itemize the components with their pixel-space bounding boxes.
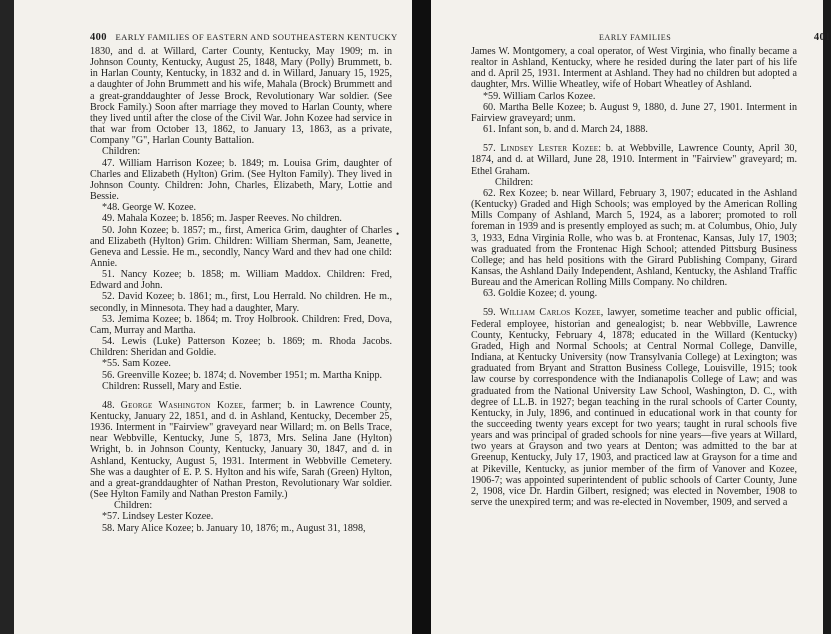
left-running-header [90, 32, 398, 43]
paragraph: *59. William Carlos Kozee. [483, 90, 596, 102]
paragraph: James W. Montgomery, a coal operator, of West Virginia, who finally became a realtor in Ashland, Kentucky, where he resided during the later part of his life and d. April 25, 1931. Interment at Ashland. They had no children but adopted a daughter, Mrs. Willie Wheatley, wife of Hobart Wheatley of Ashland. [471, 46, 797, 91]
right-page [431, 0, 831, 634]
paragraph: Children: [114, 500, 153, 512]
paragraph: 52. David Kozee; b. 1861; m., first, Lou Herrald. No children. He m., secondly, in Minnesota. They had a daughter, Mary. [90, 291, 392, 314]
paragraph: *57. Lindsey Lester Kozee. [102, 511, 214, 523]
paragraph: *55. Sam Kozee. [102, 358, 171, 370]
entry-number: 57. [483, 143, 496, 155]
entry-text: , farmer; b. in Lawrence County, Kentucky, January 22, 1851, and d. in Ashland, Kentucky, December 25, 1936. Interment in "Fairview" graveyard near Willard; m. on Bells Trace, near Webbville, Kentucky, June 5, 1873, Mrs. Selina Jane (Hylton) Wright, b. in Johnson County, Kentucky, January 30, 1847, and d. in Ashland, Kentucky, August 5, 1931. Interment in Webbville Cemetery. She was a daughter of E. P. S. Hylton and his wife, Sarah (Green) Hylton, and a great-granddaughter of Nathan Preston, Revolutionary War soldier. (See Hylton Family and Nathan Preston Family.) [90, 399, 392, 501]
paragraph: 50. John Kozee; b. 1857; m., first, America Grim, daughter of Charles and Elizabeth (Hylton) Grim. Children: William Sherman, Sam, Jeanette, Geneva and Lessie. He m., secondly, Nancy Ward and thev had one child: Annie. [90, 224, 392, 269]
paragraph: 62. Rex Kozee; b. near Willard, February 3, 1907; educated in the Ashland (Kentucky) Graded and High Schools; was employed by the American Rolling Mills Company of Ashland, March 5, 1924, as a laborer; promoted to roll foreman in 1939 and is presently employed as such; m. at Columbus, Ohio, July 3, 1933, Edna Virginia Rolle, who was b. at Frontenac, Kansas, July 17, 1903; was graduated from the Frontenac High School; attended Pittsburg Business College; and has held positions with the Girard Publishing Company, Girard Kansas, the Ashland Daily Independent, Ashland, Kentucky, the Ashland Traffic Bureau and the American Rolling Mills Company. No children. [471, 187, 797, 289]
paragraph: 54. Lewis (Luke) Patterson Kozee; b. 1869; m. Rhoda Jacobs. Children: Sheridan and Goldie. [90, 336, 392, 359]
paragraph: Children: Russell, Mary and Estie. [102, 380, 242, 392]
right-running-header [599, 32, 831, 43]
left-running-head: EARLY FAMILIES OF EASTERN AND SOUTHEASTERN KENTUCKY [115, 32, 398, 42]
entry-59 [471, 307, 797, 508]
paragraph: 58. Mary Alice Kozee; b. January 10, 1876; m., August 31, 1898, [102, 522, 366, 534]
paragraph: 63. Goldie Kozee; d. young. [483, 288, 598, 300]
left-page-number: 400 [90, 32, 107, 43]
right-running-head: EARLY FAMILIES [599, 33, 672, 42]
entry-48 [90, 400, 392, 500]
paragraph: Children: [495, 176, 534, 188]
paragraph: 53. Jemima Kozee; b. 1864; m. Troy Holbrook. Children: Fred, Dova, Cam, Murray and Martha. [90, 313, 392, 336]
paragraph: 51. Nancy Kozee; b. 1858; m. William Maddox. Children: Fred, Edward and John. [90, 269, 392, 292]
book-edge [0, 0, 14, 634]
book-gutter [412, 0, 431, 634]
paragraph: 56. Greenville Kozee; b. 1874; d. November 1951; m. Martha Knipp. [102, 369, 383, 381]
right-body-text [471, 46, 797, 508]
entry-name: Lindsey Lester Kozee [500, 143, 599, 155]
margin-mark: • [396, 229, 400, 239]
entry-57 [471, 143, 797, 176]
right-page-number: 401 [813, 32, 831, 43]
paragraph: Children: [102, 146, 141, 158]
paragraph: *48. George W. Kozee. [102, 202, 196, 214]
entry-name: William Carlos Kozee [499, 307, 601, 319]
entry-number: 59. [483, 307, 496, 319]
left-page [14, 0, 412, 634]
paragraph: 47. William Harrison Kozee; b. 1849; m. Louisa Grim, daughter of Charles and Elizabeth (Hylton) Grim. (See Hylton Family). They lived in Johnson County. Children: John, Charles, Elizabeth, Mary, Lottie and Bessie. [90, 157, 392, 203]
entry-text: , lawyer, sometime teacher and public official, Federal employee, historian and genealogist; b. near Webbville, Lawrence County, Kentucky, February 4, 1878; educated in the Willard (Kentucky) Graded, High and Normal Schools; at Central Normal College, Danville, Indiana, at Kentucky University (now Transylvania College) at Lexington; was graduated from Bryant and Stratton Business College, Louisville, 1915; took law course by correspondence with the Indianapolis College of Law; and was graduated from the National University Law School, Washington, D. C., with degree of LL.B. in 1927; began teaching in the rural schools of Carter County, Kentucky, in July, 1896, and continued in educational work in that county for the succeeding twenty years except for two years; taught in rural schools five years and was principal of graded schools for nine years—five years at Willard, two years at Grayson and two years at Denton; was admitted to the bar at Greenup, Kentucky, July 17, 1903, and practiced law at Grayson for a time and at Pikeville, Kentucky, as junior member of the firm of Vanover and Kozee, 1906-7; was appointed superintendent of public schools of Carter County, June 2, 1908, vice Dr. Hardin Gilbert, resigned; was elected in November, 1908 to serve the unexpired term; and was re-elected in November, 1909, and served a [471, 307, 797, 509]
paragraph: 49. Mahala Kozee; b. 1856; m. Jasper Reeves. No children. [102, 213, 342, 225]
paragraph: 1830, and d. at Willard, Carter County, Kentucky, May 1909; m. in Johnson County, Kentucky, August 25, 1848, Mary (Polly) Brummett, b. in Harlan County, Kentucky, in 1832 and d. in Willard, January 15, 1925, a daughter of John Brummett and his wife, Mahala (Brock) Brummett and a great-granddaughter of Jesse Brock, Revolutionary War soldier. (See Brock Family.) Soon after marriage they moved to Harlan County, where they lived until after the close of the Civil War. John Kozee had service in that war from October 13, 1862, to January 13, 1863, as a private, Company "G", Harlan County Battalion. [90, 46, 392, 147]
paragraph: 61. Infant son, b. and d. March 24, 1888. [483, 124, 648, 136]
entry-name: George Washington Kozee [120, 399, 244, 411]
entry-text: : b. at Webbville, Lawrence County, April 30, 1874, and d. at Willard, June 28, 1910. Interment in "Fairview" graveyard; m. Ethel Graham. [471, 143, 798, 177]
left-body-text [90, 46, 392, 534]
paragraph: 60. Martha Belle Kozee; b. August 9, 1880, d. June 27, 1901. Interment in Fairview graveyard; unm. [471, 101, 797, 124]
entry-number: 48. [102, 399, 115, 411]
